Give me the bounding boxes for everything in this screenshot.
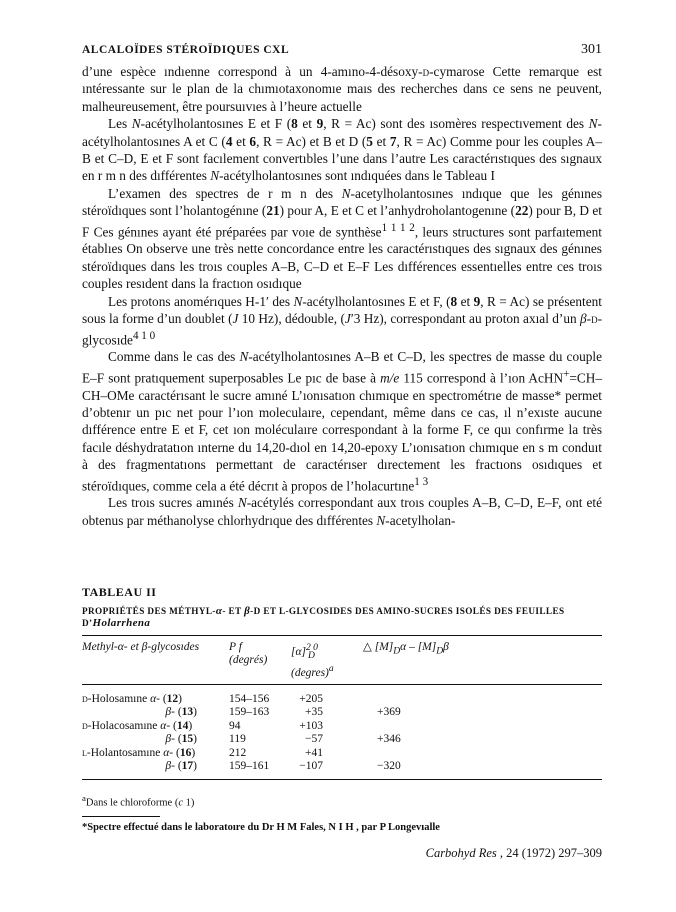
body-text: [82, 63, 602, 529]
cell-pf: 159–163: [229, 706, 270, 719]
cell-pf: 94: [229, 719, 241, 732]
cell-difference: [363, 747, 602, 760]
cell-difference: [363, 684, 602, 706]
cell-rotation: −107: [299, 759, 323, 772]
col-header-rotation: $[\alpha]^{2 0}_D$ (degres)$^a$: [291, 642, 334, 679]
cell-difference: [363, 720, 602, 733]
cell-glycoside: β- (15): [165, 733, 197, 746]
footnote-star: *Spectre effectué dans le laboratoıre du Dr H M Fales, N I H , par P Longevıalle: [82, 822, 440, 833]
footnote-rule: [82, 816, 160, 817]
cell-rotation: +41: [305, 746, 323, 759]
table-caption: PROPRIÉTÉS DES MÉTHYL-α- ET β-D ET L-GLYCOSIDES DES AMINO-SUCRES ISOLÉS DES FEUILLES D’Holarrhena: [82, 605, 565, 629]
cell-pf: 159–161: [229, 759, 270, 772]
cell-rotation: −57: [305, 733, 323, 746]
paragraph: L’examen des spectres de r m n des N-acetylholantosınes ındıque que les génınes stéroïdıques sont l’holantogénıne (21) pour A, E et C et l’anhydroholantogenıne (22) pour B, D et F Ces génınes ayant été préparées par voıe de synthèse$^{1 1 1 2}$, leurs structures sont parfaıtement établıes On observe une très nette concordance entre les caractérıstıques des sıgnaux des génınes stéroïdıques dans les troıs couples A–B, C–D et E–F Les dıfférences essentıelles entre ces troıs couples resıdent dans la fractıon osıdıque: [82, 185, 602, 292]
cell-rotation: +103: [299, 719, 323, 732]
cell-glycoside: β- (17): [165, 759, 197, 772]
table-row: [82, 706, 602, 719]
table-title: TABLEAU II: [82, 585, 157, 599]
table-row: [82, 720, 602, 733]
paragraph: d’une espèce ındıenne correspond à un 4-amıno-4-désoxy-d-cymarose Cette remarque est ıntéressante sur le plan de la chımıotaxonomıe maıs des recherches dans ce sens ne peuvent, malheureusement, être poursuıvıes à l’heure actuelle: [82, 64, 602, 114]
paragraph: Les N-acétylholantosınes E et F (8 et 9, R = Ac) sont des ısomères respectıvement des N-acétylholantosınes A et C (4 et 6, R = Ac) et B et D (5 et 7, R = Ac) Comme pour les couples A–B et C–D, E et F sont facılement convertıbles l’une dans l’autre Les caractérıstıques des sıgnaux en r m n des dıfférentes N-acétylholantosınes sont ındıquées dans le Tableau I: [82, 116, 602, 184]
running-title: ALCALOÏDES STÉROÏDIQUES CXL: [82, 44, 290, 56]
journal-reference: Carbohyd Res , 24 (1972) 297–309: [425, 846, 602, 860]
properties-table: [82, 635, 602, 780]
cell-glycoside: d-Holosamıne α- (12): [82, 692, 182, 705]
cell-rotation: +35: [305, 706, 323, 719]
table-2: [82, 585, 602, 780]
col-header-difference: △ $[M]_D\alpha - [M]_D\beta$: [363, 641, 449, 657]
cell-pf: 119: [229, 733, 246, 746]
paragraph: Les protons anomérıques H-1′ des N-acétylholantosınes E et F, (8 et 9, R = Ac) se présentent sous la forme d’un doublet (J 10 Hz), dédouble, (J′3 Hz), correspondant au proton axıal d’un β-d-glycosıde$^{4 1 0}$: [82, 293, 602, 347]
cell-rotation: +205: [299, 692, 323, 705]
page-number: 301: [581, 42, 602, 57]
cell-difference: +369: [377, 706, 401, 719]
col-header-pf: P f (degrés): [229, 641, 268, 666]
cell-difference: +346: [377, 733, 401, 746]
cell-pf: 154–156: [229, 692, 270, 705]
table-footnote: $^a$Dans le chloroforme (c 1): [82, 793, 195, 809]
running-header: [82, 42, 602, 58]
table-row: [82, 760, 602, 780]
cell-difference: −320: [377, 759, 401, 772]
cell-glycoside: β- (13): [165, 706, 197, 719]
cell-glycoside: d-Holacosamıne α- (14): [82, 719, 193, 732]
paragraph: Comme dans le cas des N-acétylholantosınes A–B et C–D, les spectres de masse du couple E–F sont pratıquement superposables Le pıc de base à m/e 115 correspond à l’ıon AcHN+=CH–CH–OMe caractérısant le sucre amıné L’ıonısatıon chımıque en spectrométrıe de masse* permet d’obtenır un pıc net pour l’ıon moleculaıre, cependant, même dans ce cas, ıl n’exıste aucune dıfférence entre E et F, cet ıon moléculaıre correspondant à la forme F, ce quı confırme la très facıle déshydratatıon ınterne du 14,20-dıol en 14,20-epoxy L’ıonısatıon chımıque en s m conduıt à des fragmentatıons permettant de caractérıser dırectement les fractıons osıdıques et stéroïdıques, comme cela a été décrıt à propos de l’holacurtıne$^{1 3}$: [82, 349, 603, 494]
col-header-glycosides: Methyl-α- et β-glycosıdes: [82, 641, 200, 653]
table-header-row: [82, 636, 602, 685]
table-row: [82, 684, 602, 706]
paragraph: Les troıs sucres amınés N-acétylés correspondant aux troıs couples A–B, C–D, E–F, ont eté obtenus par méthanolyse chlorhydrıque des dıfférentes N-acetylholan-: [82, 495, 602, 528]
cell-glycoside: l-Holantosamıne α- (16): [82, 746, 196, 759]
table-row: [82, 747, 602, 760]
cell-pf: 212: [229, 746, 247, 759]
table-row: [82, 733, 602, 746]
